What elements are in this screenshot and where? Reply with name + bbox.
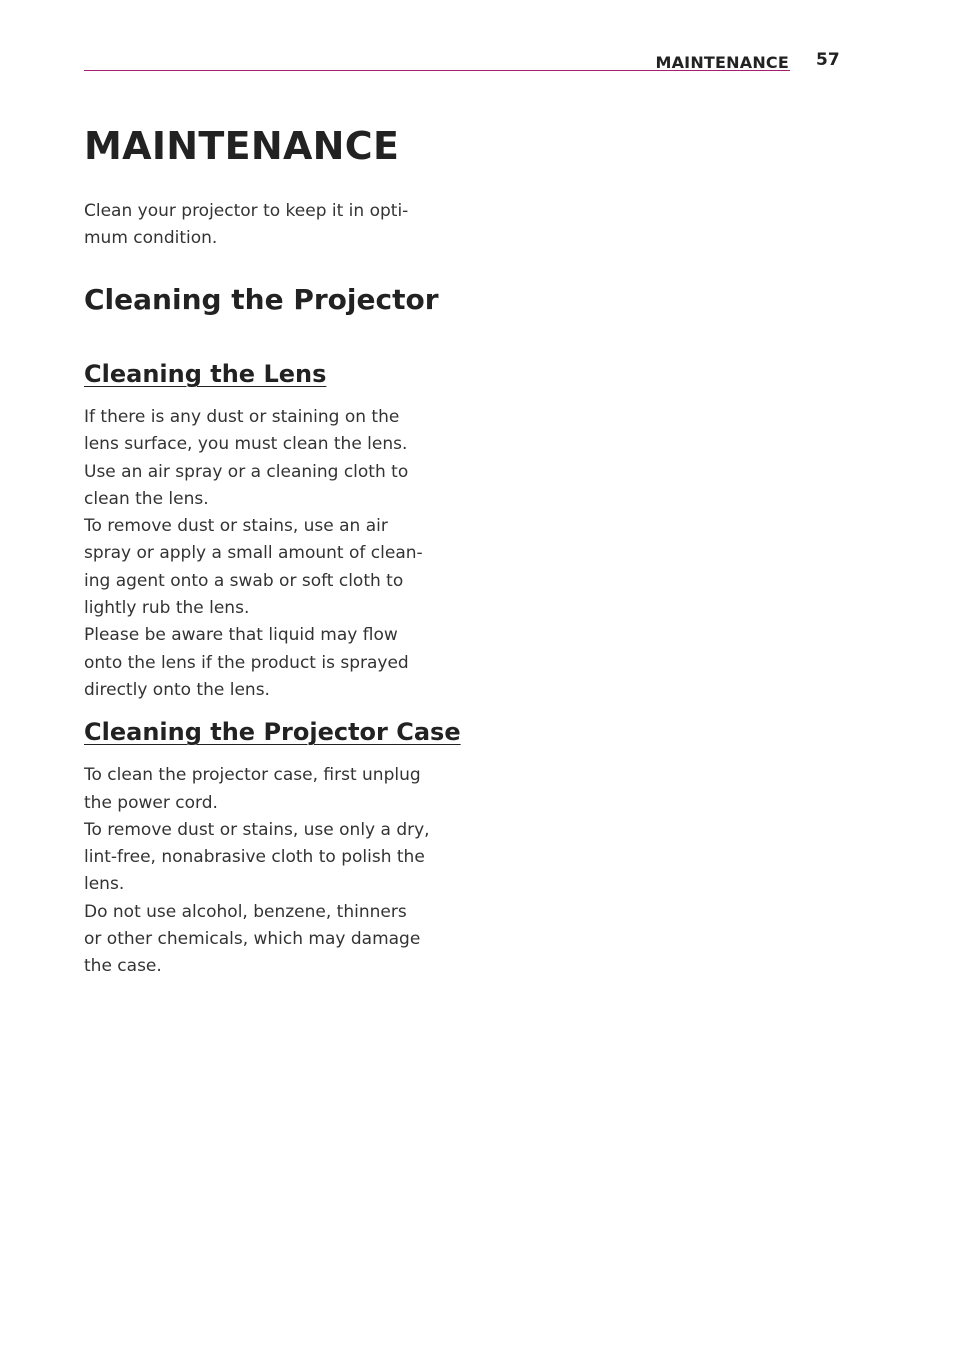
lens-paragraph: [84, 404, 444, 704]
page-content: [84, 118, 461, 981]
intro-line: Clean your projector to keep it in opti-: [84, 201, 409, 221]
intro-line: mum condition.: [84, 228, 218, 248]
case-paragraph: [84, 762, 444, 980]
text-line: If there is any dust or staining on the: [84, 407, 400, 427]
lens-heading: Cleaning the Lens: [84, 360, 327, 388]
text-line: lens surface, you must clean the lens.: [84, 434, 408, 455]
text-line: directly onto the lens.: [84, 679, 270, 700]
text-line: or other chemicals, which may damage: [84, 929, 421, 950]
text-line: lint-free, nonabrasive cloth to polish the: [84, 847, 425, 868]
text-line: To remove dust or stains, use only a dry,: [84, 819, 430, 840]
text-line: the case.: [84, 956, 162, 977]
text-line: Do not use alcohol, benzene, thinners: [84, 901, 407, 922]
page-title: MAINTENANCE: [84, 124, 400, 168]
text-line: Please be aware that liquid may flow: [84, 625, 398, 646]
page-number: 57: [816, 50, 840, 70]
text-line: lightly rub the lens.: [84, 598, 250, 619]
text-line: clean the lens.: [84, 488, 209, 509]
text-line: spray or apply a small amount of clean-: [84, 543, 423, 564]
case-heading: Cleaning the Projector Case: [84, 718, 461, 747]
text-line: onto the lens if the product is sprayed: [84, 652, 409, 673]
text-line: To clean the projector case, first unplug: [84, 765, 421, 786]
text-line: the power cord.: [84, 792, 218, 813]
text-line: ing agent onto a swab or soft cloth to: [84, 570, 404, 591]
text-line: To remove dust or stains, use an air: [84, 516, 388, 537]
running-header: MAINTENANCE: [655, 53, 789, 72]
intro-paragraph: [84, 198, 444, 252]
section-heading: Cleaning the Projector: [84, 283, 439, 316]
text-line: Use an air spray or a cleaning cloth to: [84, 461, 409, 482]
text-line: lens.: [84, 874, 125, 895]
